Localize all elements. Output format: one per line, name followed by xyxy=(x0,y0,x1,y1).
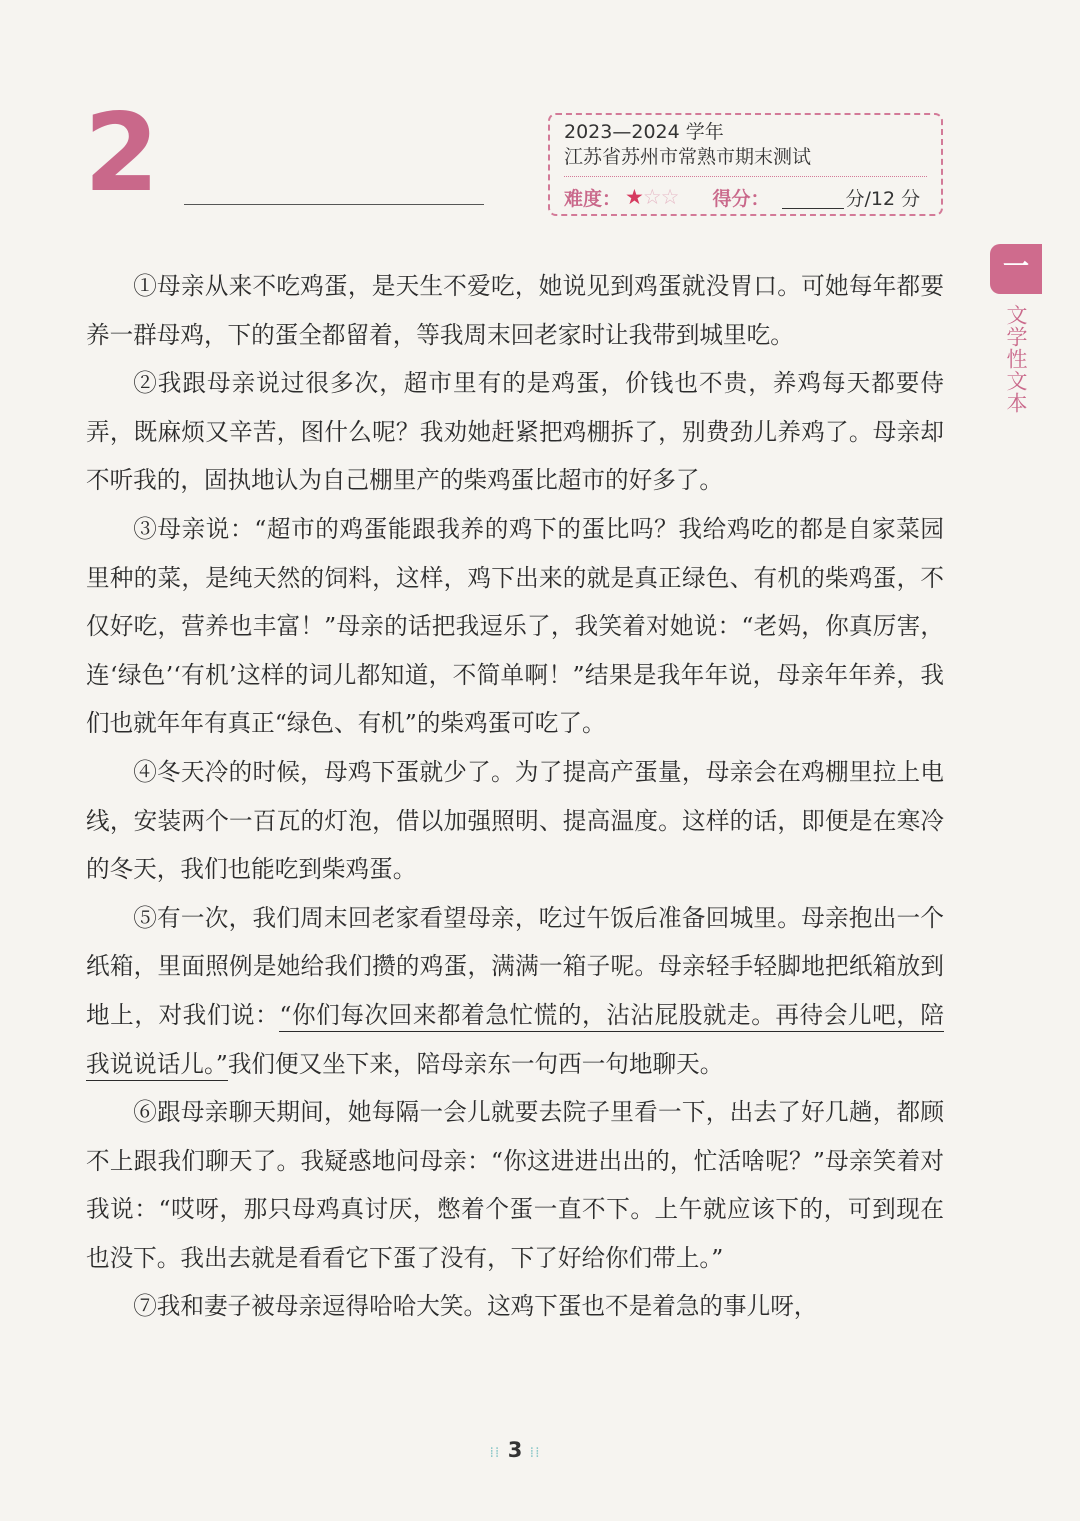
difficulty-score-row xyxy=(564,182,927,212)
paragraph-7: ⑦我和妻子被母亲逗得哈哈大笑。这鸡下蛋也不是着急的事儿呀， xyxy=(133,1292,818,1321)
lesson-number: 2 xyxy=(84,91,160,216)
info-divider xyxy=(564,176,927,177)
paragraph-5-text-end: 我们便又坐下来，陪母亲东一句西一句地聊天。 xyxy=(227,1049,724,1078)
paragraph-4: ④冬天冷的时候，母鸡下蛋就少了。为了提高产蛋量，母亲会在鸡棚里拉上电线，安装两个一百瓦的灯泡，借以加强照明、提高温度。这样的话，即便是在寒冷的冬天，我们也能吃到柴鸡蛋。 xyxy=(86,757,944,884)
star-empty-icon: ☆ xyxy=(660,185,679,209)
exam-year: 2023—2024 学年 xyxy=(564,121,724,143)
score-label: 得分： xyxy=(712,187,770,210)
exam-info-box xyxy=(548,113,943,216)
section-label: 文学性文本 xyxy=(1004,304,1028,414)
page-number-value: 3 xyxy=(507,1438,523,1462)
star-filled-icon: ★ xyxy=(625,185,643,209)
paragraph-1: ①母亲从来不吃鸡蛋，是天生不爱吃，她说见到鸡蛋就没胃口。可她每年都要养一群母鸡，下的蛋全都留着，等我周末回老家时让我带到城里吃。 xyxy=(86,272,944,349)
paragraph-6: ⑥跟母亲聊天期间，她每隔一会儿就要去院子里看一下，出去了好几趟，都顾不上跟我们聊天了。我疑惑地问母亲：“你这进进出出的，忙活啥呢？”母亲笑着对我说：“哎呀，那只母鸡真讨厌，憋着个蛋一直不下。上午就应该下的，可到现在也没下。我出去就是看看它下蛋了没有，下了好给你们带上。” xyxy=(86,1098,944,1272)
paragraph-5 xyxy=(86,894,944,1088)
difficulty-stars xyxy=(625,185,678,209)
paragraph-2: ②我跟母亲说过很多次，超市里有的是鸡蛋，价钱也不贵，养鸡每天都要侍弄，既麻烦又辛苦，图什么呢？我劝她赶紧把鸡棚拆了，别费劲儿养鸡了。母亲却不听我的，固执地认为自己棚里产的柴鸡蛋比超市的好多了。 xyxy=(86,369,944,495)
underlined-quote: “你们每次回来都着急忙慌的，沾沾屁股就走。再待会儿吧，陪我说说话儿。” xyxy=(86,1001,944,1081)
page-number xyxy=(470,1438,560,1462)
article-body xyxy=(86,262,944,1331)
paragraph-3: ③母亲说：“超市的鸡蛋能跟我养的鸡下的蛋比吗？我给鸡吃的都是自家菜园里种的菜，是纯天然的饲料，这样，鸡下出来的就是真正绿色、有机的柴鸡蛋，不仅好吃，营养也丰富！”母亲的话把我逗乐了，我笑着对她说：“老妈，你真厉害，连‘绿色’‘有机’这样的词儿都知道，不简单啊！”结果是我年年说，母亲年年养，我们也就年年有真正“绿色、有机”的柴鸡蛋可吃了。 xyxy=(86,514,944,738)
score-blank[interactable] xyxy=(782,186,844,209)
section-tab: 一 xyxy=(990,244,1042,294)
page-deco-left-icon: ⁞⁞ xyxy=(489,1445,501,1461)
paragraph-5-text: ⑤有一次，我们周末回老家看望母亲，吃过午饭后准备回城里。母亲抱出一个纸箱，里面照例是她给我们攒的鸡蛋，满满一箱子呢。母亲轻手轻脚地把纸箱放到地上，对我们说： xyxy=(86,903,944,1029)
score-total: 分/12 分 xyxy=(845,187,921,210)
exam-source: 江苏省苏州市常熟市期末测试 xyxy=(564,146,812,168)
title-blank-line xyxy=(184,204,484,205)
page-deco-right-icon: ⁞⁞ xyxy=(529,1445,541,1461)
difficulty-label: 难度： xyxy=(564,187,622,210)
star-empty-icon: ☆ xyxy=(642,185,661,209)
